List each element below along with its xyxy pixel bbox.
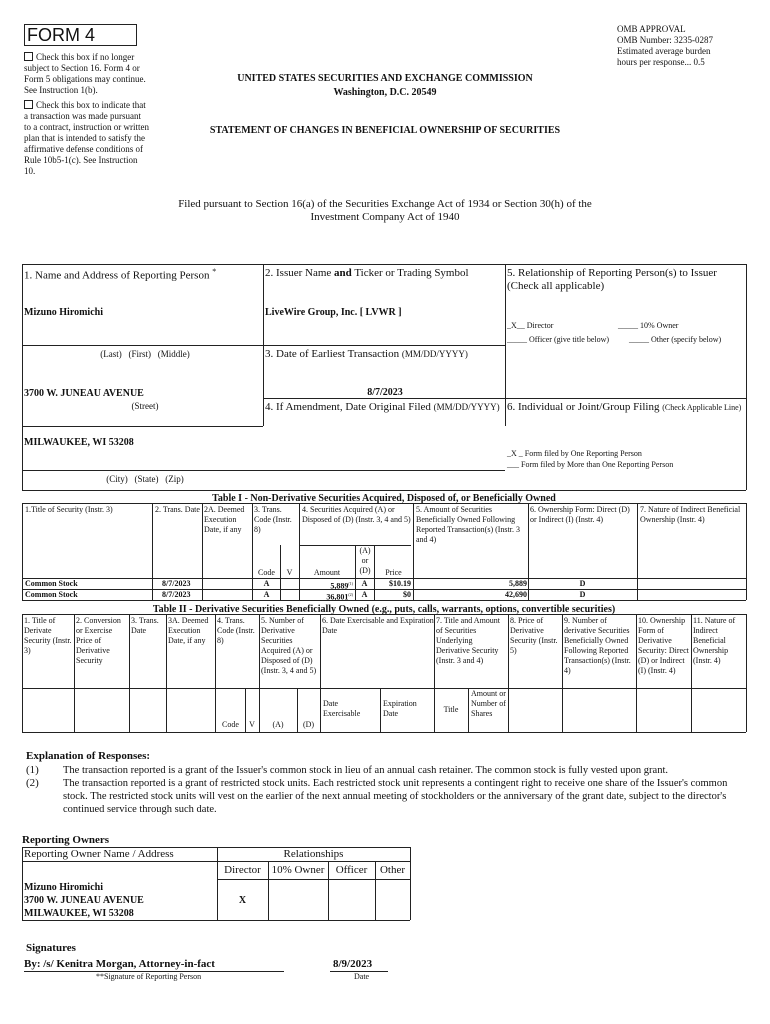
t1-row2-price: $0 [403, 590, 411, 599]
box1-label [24, 267, 216, 283]
box5-label [507, 267, 745, 293]
checkbox-icon[interactable] [24, 52, 33, 61]
explanation-num: (2) [26, 777, 39, 789]
grid-line [22, 861, 410, 862]
issuer-name: LiveWire Group, Inc. [ LVWR ] [265, 307, 402, 318]
owners-col-ten-percent: 10% Owner [271, 864, 325, 876]
omb-approval [617, 24, 757, 68]
grid-line [166, 614, 167, 732]
t1-row2-security: Common Stock [25, 590, 78, 599]
t1-row1-ad: A [361, 579, 368, 588]
owner-line: MILWAUKEE, WI 53208 [24, 908, 134, 919]
grid-line [22, 847, 23, 920]
reporting-street: 3700 W. JUNEAU AVENUE [24, 388, 144, 399]
owner-line: 3700 W. JUNEAU AVENUE [24, 895, 144, 906]
t2-header-deemed-date: 3A. Deemed Execution Date, if any [168, 616, 209, 645]
table1-title: Table I - Non-Derivative Securities Acquired, Disposed of, or Beneficially Owned [212, 493, 556, 504]
box1-asterisk: * [212, 267, 217, 276]
t1-subheader-v: V [286, 568, 293, 577]
grid-line [637, 503, 638, 600]
explanation-text: The transaction reported is a grant of the Issuer's common stock in lieu of an annual cash retainer. The common stock is fully vested upon grant. [63, 765, 668, 776]
name-sublabel: (Last) (First) (Middle) [100, 349, 190, 359]
owners-col-other: Other [379, 864, 406, 876]
grid-line [410, 847, 411, 920]
table2-title: Table II - Derivative Securities Beneficially Owned (e.g., puts, calls, warrants, options, convertible securities) [152, 604, 616, 615]
t2-subheader-code: Code [222, 720, 239, 729]
grid-line [74, 614, 75, 732]
signature-date: 8/9/2023 [333, 958, 373, 970]
explanation-text: The transaction reported is a grant of restricted stock units. Each restricted stock unit represents a contingent right to receive one share of the Issuer's common stock. The restricted stock units will vest on the earlier of the next annual meeting of stockholders or the anniversary of the grant date, subject to the director's continued service through such date. [63, 778, 728, 815]
t1-row2-date: 8/7/2023 [162, 590, 191, 599]
t2-header-price: 8. Price of Derivative Security (Instr. 5) [510, 616, 558, 655]
t1-row1-footnote: (1) [348, 581, 353, 586]
box5-label-line: (Check all applicable) [507, 280, 605, 292]
filed-line: Filed pursuant to Section 16(a) of the Securities Exchange Act of 1934 or Section 30(h) of the [178, 198, 592, 210]
filed-pursuant [100, 198, 670, 224]
relationship-other[interactable]: _____ Other (specify below) [629, 335, 722, 344]
box3-label-text: 3. Date of Earliest Transaction [265, 348, 402, 360]
grid-line [22, 614, 23, 732]
grid-line [22, 600, 746, 601]
t1-header-ownership-form: 6. Ownership Form: Direct (D) or Indirect (I) (Instr. 4) [530, 505, 630, 524]
grid-line [22, 264, 23, 490]
box3-format: (MM/DD/YYYY) [401, 349, 468, 359]
grid-line [746, 614, 747, 732]
omb-line: Estimated average burden [617, 46, 711, 56]
grid-line [217, 879, 410, 880]
t1-row2-owned: 42,690 [505, 590, 527, 599]
box6-label-text: 6. Individual or Joint/Group Filing [507, 401, 663, 413]
t1-row1-price: $10.19 [389, 579, 411, 588]
grid-line [22, 470, 505, 471]
grid-line [22, 614, 746, 615]
agency-name: UNITED STATES SECURITIES AND EXCHANGE COMMISSION [237, 73, 533, 84]
grid-line [746, 503, 747, 600]
owners-col-officer: Officer [335, 864, 368, 876]
date-caption: Date [354, 972, 370, 981]
checkbox-icon[interactable] [24, 100, 33, 109]
t1-header-security: 1.Title of Security (Instr. 3) [25, 505, 113, 514]
box3-label [265, 348, 468, 361]
owners-col-name: Reporting Owner Name / Address [24, 848, 174, 860]
grid-line [259, 614, 260, 732]
relationship-director[interactable]: _X__ Director [507, 321, 554, 330]
box2-label-text: 2. Issuer Name [265, 267, 335, 279]
city-sublabel: (City) (State) (Zip) [106, 474, 184, 484]
t1-row1-amount-value: 5,889 [330, 581, 349, 591]
box2-label-text: Ticker or Trading Symbol [351, 267, 469, 279]
t2-header-trans-code: 4. Trans. Code (Instr. 8) [217, 616, 255, 645]
grid-line [22, 732, 746, 733]
grid-line [22, 920, 410, 921]
t1-subheader-amount: Amount [313, 568, 341, 577]
t1-row1-code: A [263, 579, 270, 588]
filing-more-persons[interactable]: ___ Form filed by More than One Reporting Person [507, 460, 674, 469]
filed-line: Investment Company Act of 1940 [310, 211, 460, 223]
owners-heading: Reporting Owners [22, 834, 110, 846]
reporting-city: MILWAUKEE, WI 53208 [24, 437, 134, 448]
signer: By: /s/ Kenitra Morgan, Attorney-in-fact [24, 958, 215, 970]
t1-header-trans-date: 2. Trans. Date [155, 505, 200, 514]
filing-one-person[interactable]: _X _ Form filed by One Reporting Person [507, 449, 642, 458]
box1-label-text: 1. Name and Address of Reporting Person [24, 269, 210, 282]
t2-subheader-v: V [249, 720, 255, 729]
checkbox-text: Check this box to indicate that a transaction was made pursuant to a contract, instruction or written plan that is intended to satisfy the affirmative defense conditions of Rule 10b5-1(c). See Instruction 10. [24, 100, 149, 176]
checkbox-no-longer-subject[interactable] [24, 52, 152, 96]
explanation-heading: Explanation of Responses: [26, 750, 151, 762]
omb-line: OMB Number: 3235-0287 [617, 35, 713, 45]
t2-header-conversion: 2. Conversion or Exercise Price of Derivative Security [76, 616, 121, 665]
t1-row1-date: 8/7/2023 [162, 579, 191, 588]
statement-title: STATEMENT OF CHANGES IN BENEFICIAL OWNERSHIP OF SECURITIES [209, 125, 561, 136]
grid-line [22, 503, 23, 600]
explanation-item-1 [26, 764, 746, 777]
grid-line [152, 503, 153, 600]
grid-line [202, 503, 203, 600]
t2-header-date-exercisable: 6. Date Exercisable and Expiration Date [322, 616, 434, 635]
t2-subheader-a: (A) [272, 720, 284, 729]
t1-row2-amount [299, 590, 353, 603]
street-sublabel: (Street) [131, 401, 159, 411]
t1-row2-ad: A [361, 590, 368, 599]
reporting-person-name: Mizuno Hiromichi [24, 307, 103, 318]
checkbox-rule-10b5-1[interactable] [24, 100, 150, 177]
t1-row2-code: A [263, 590, 270, 599]
relationship-officer[interactable]: _____ Officer (give title below) [507, 335, 610, 344]
t1-subheader-code: Code [258, 568, 275, 577]
grid-line [508, 614, 509, 732]
omb-line: hours per response... 0.5 [617, 57, 705, 67]
agency-location: Washington, D.C. 20549 [333, 87, 437, 98]
t2-subheader-expiration: Expiration Date [383, 699, 417, 718]
grid-line [22, 426, 263, 427]
box4-format: (MM/DD/YYYY) [433, 402, 500, 412]
grid-line [746, 264, 747, 490]
owners-col-relationships: Relationships [283, 848, 344, 860]
grid-line [22, 688, 746, 689]
t2-subheader-d: (D) [302, 720, 315, 729]
grid-line [380, 688, 381, 732]
box6-label [507, 401, 745, 414]
t1-row1-owned: 5,889 [509, 579, 527, 588]
t2-header-title-amount: 7. Title and Amount of Securities Underlying Derivative Security (Instr. 3 and 4) [436, 616, 501, 665]
t1-header-amount-owned: 5. Amount of Securities Beneficially Owned Following Reported Transaction(s) (Instr. 3 and 4) [416, 505, 520, 544]
signatures-heading: Signatures [26, 942, 76, 954]
grid-line [468, 688, 469, 732]
signature-caption: **Signature of Reporting Person [96, 972, 202, 981]
t1-row1-form: D [579, 579, 586, 588]
grid-line [320, 614, 321, 732]
grid-line [215, 614, 216, 732]
box2-label-and: and [334, 267, 352, 279]
t2-header-security: 1. Title of Derivate Security (Instr. 3) [24, 616, 72, 655]
t2-header-trans-date: 3. Trans. Date [131, 616, 159, 635]
t1-row1-security: Common Stock [25, 579, 78, 588]
omb-line: OMB APPROVAL [617, 24, 686, 34]
box5-label-line: 5. Relationship of Reporting Person(s) to Issuer [507, 267, 717, 279]
t1-subheader-a-or-d: (A) or (D) [359, 546, 371, 575]
t1-header-acquired: 4. Securities Acquired (A) or Disposed of (D) (Instr. 3, 4 and 5) [302, 505, 411, 524]
grid-line [22, 345, 505, 346]
grid-line [22, 264, 746, 265]
owner-line: Mizuno Hiromichi [24, 882, 103, 893]
grid-line [22, 490, 746, 491]
t1-header-nature: 7. Nature of Indirect Beneficial Ownership (Instr. 4) [640, 505, 741, 524]
earliest-transaction-date: 8/7/2023 [367, 387, 403, 398]
owner-director-mark: X [238, 895, 247, 906]
t2-header-ownership-form: 10. Ownership Form of Derivative Security: Direct (D) or Indirect (I) (Instr. 4) [638, 616, 689, 675]
owners-col-director: Director [224, 864, 261, 876]
box4-label [265, 401, 500, 414]
explanation-item-2 [26, 777, 746, 816]
t1-row2-amount-value: 36,801 [326, 592, 349, 602]
grid-line [691, 614, 692, 732]
checkbox-text: Check this box if no longer subject to Section 16. Form 4 or Form 5 obligations may continue. See Instruction 1(b). [24, 52, 146, 95]
t2-header-number-derivative: 5. Number of Derivative Securities Acquired (A) or Disposed of (D) (Instr. 3, 4 and 5) [261, 616, 317, 675]
form-title: FORM 4 [27, 25, 96, 45]
t1-header-trans-code: 3. Trans. Code (Instr. 8) [254, 505, 292, 534]
box6-note: (Check Applicable Line) [662, 403, 742, 412]
box4-label-text: 4. If Amendment, Date Original Filed [265, 401, 434, 413]
t2-header-number-owned: 9. Number of derivative Securities Beneficially Owned Following Reported Transaction(s) (Instr. 4) [564, 616, 631, 675]
box2-label [265, 267, 469, 280]
t1-subheader-price: Price [385, 568, 402, 577]
t2-subheader-date-exercisable: Date Exercisable [323, 699, 361, 718]
t1-header-deemed-date: 2A. Deemed Execution Date, if any [204, 505, 245, 534]
relationship-ten-percent[interactable]: _____ 10% Owner [618, 321, 679, 330]
explanation-num: (1) [26, 764, 39, 776]
grid-line [636, 614, 637, 732]
grid-line [505, 264, 506, 426]
t2-subheader-title: Title [443, 705, 459, 714]
t1-row2-footnote: (2) [348, 592, 353, 597]
owner-name-address [24, 881, 144, 920]
grid-line [562, 614, 563, 732]
t1-row2-form: D [579, 590, 586, 599]
t2-subheader-amount: Amount or Number of Shares [471, 689, 506, 718]
t2-header-nature: 11. Nature of Indirect Beneficial Ownership (Instr. 4) [693, 616, 736, 665]
grid-line [129, 614, 130, 732]
